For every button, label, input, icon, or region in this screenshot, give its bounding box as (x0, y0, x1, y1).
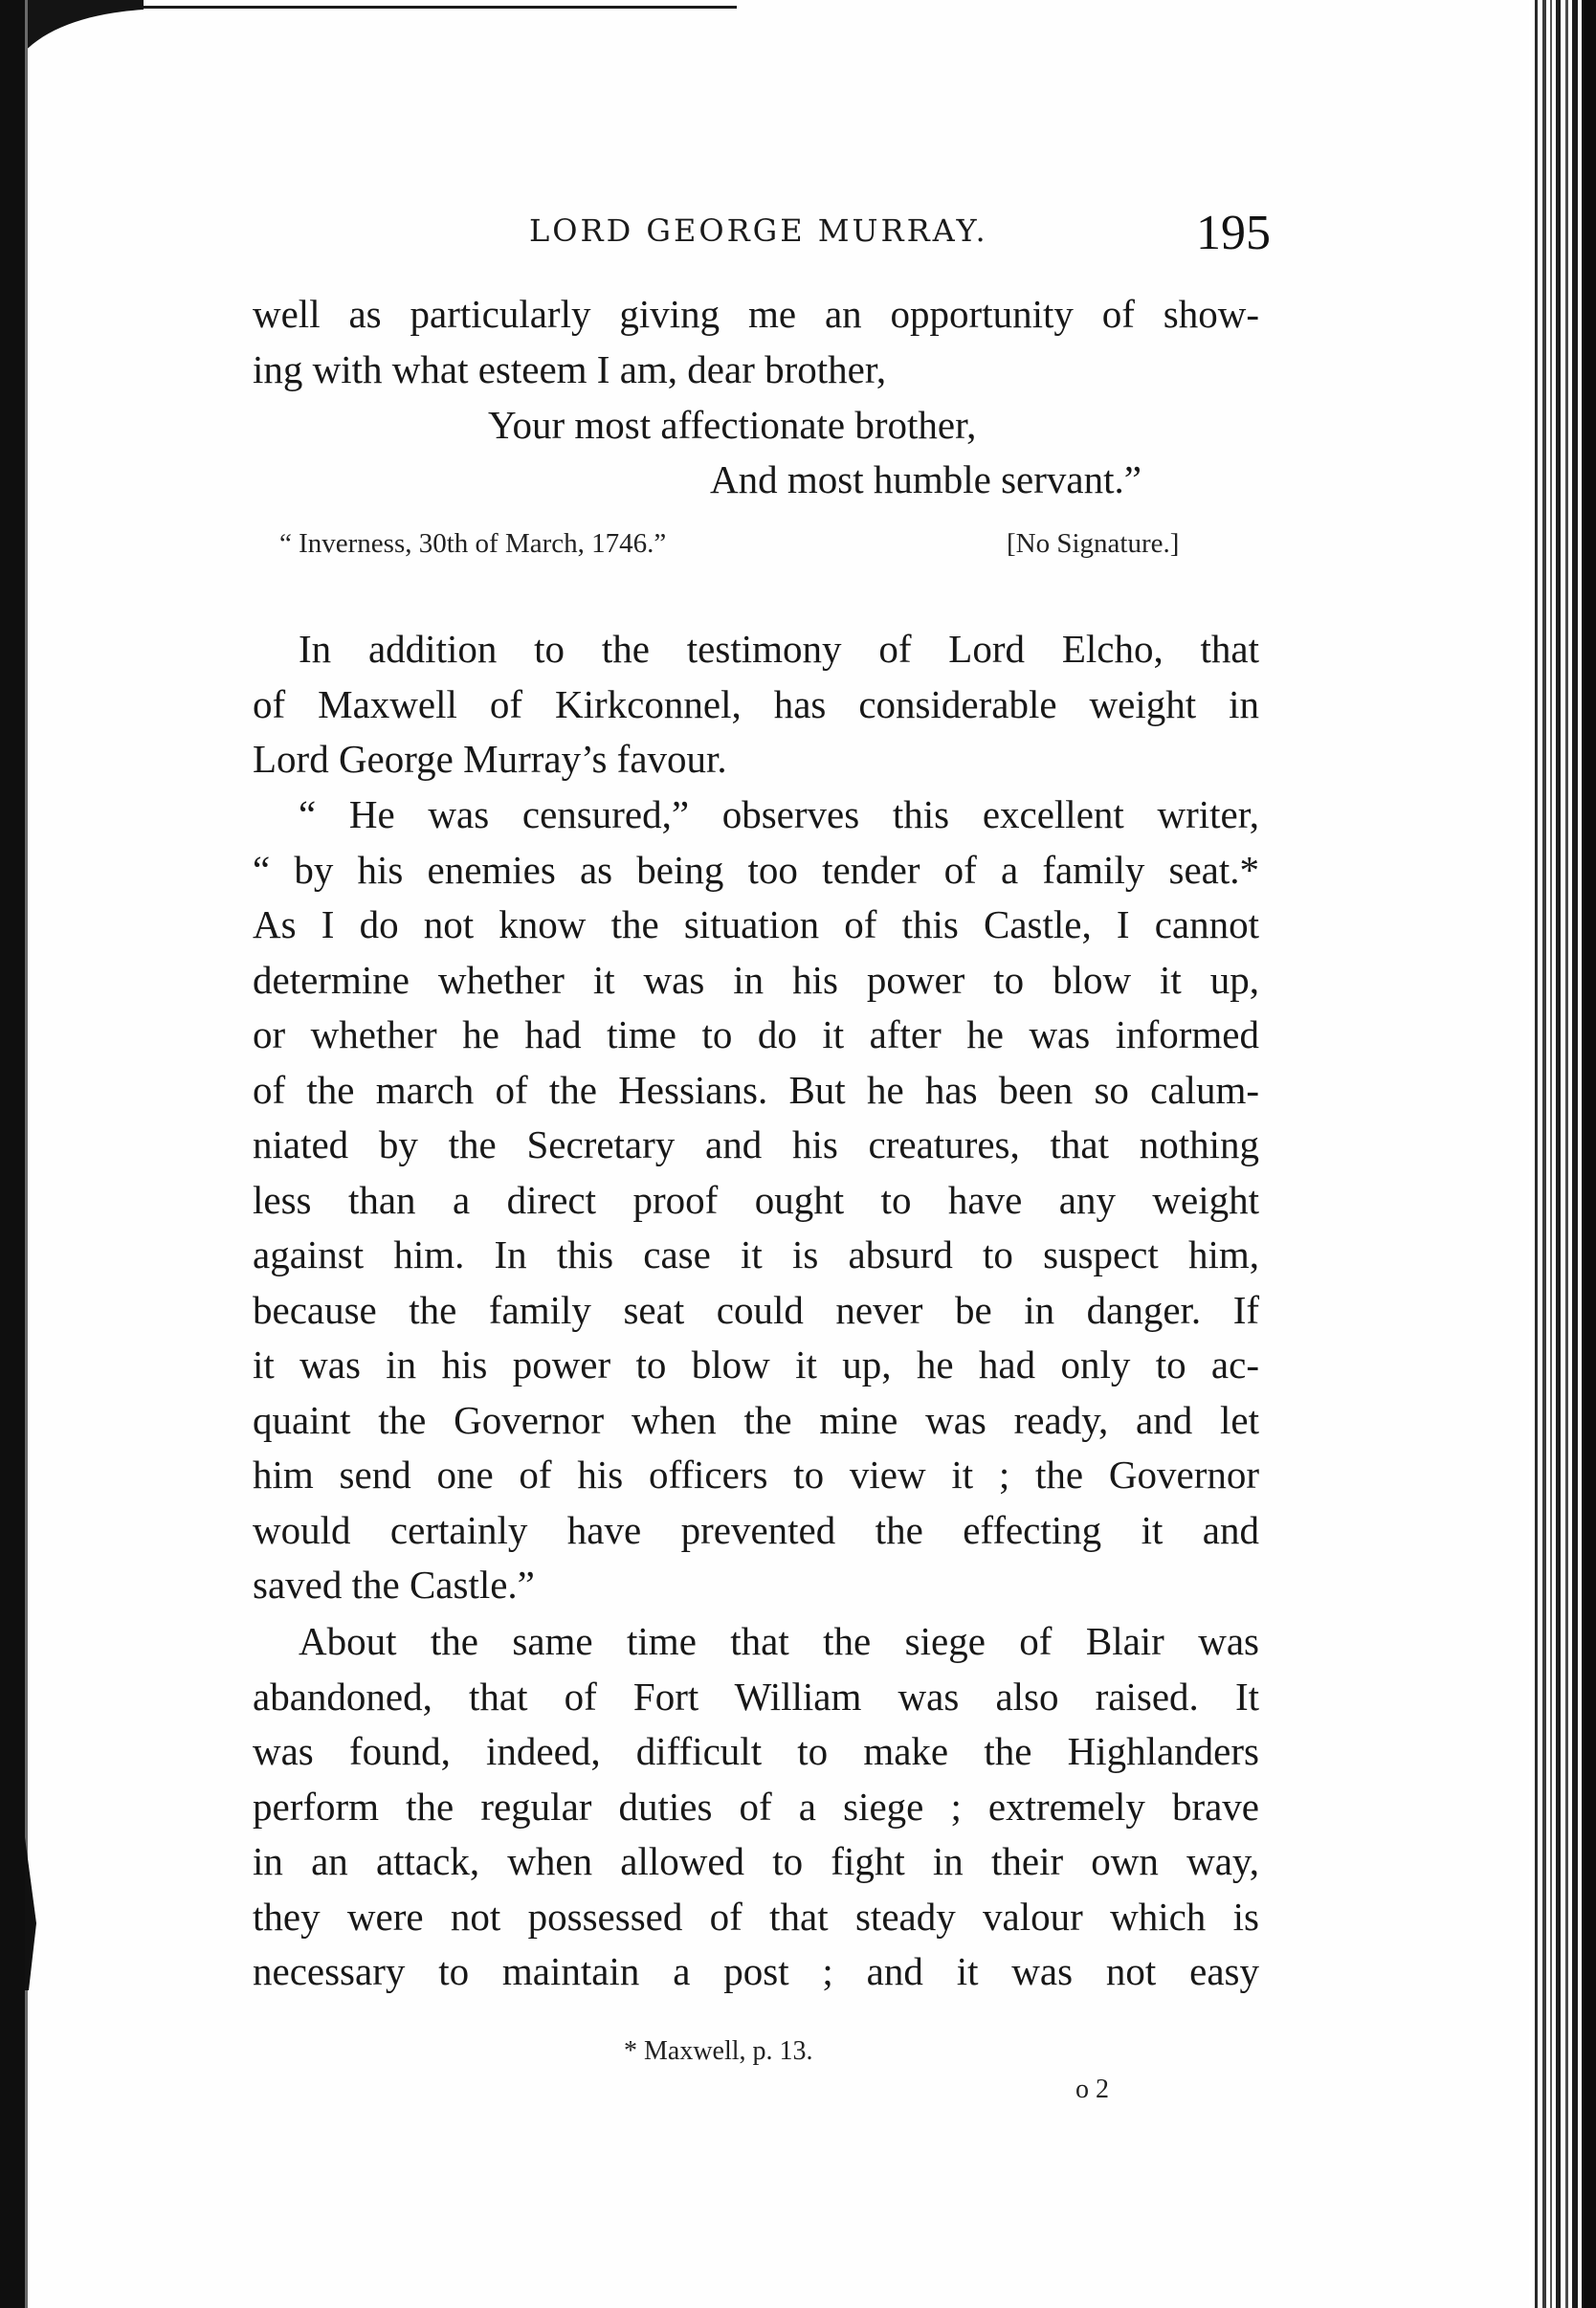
left-binding-edge (0, 0, 38, 2308)
text-line: ing with what esteem I am, dear brother, (253, 346, 887, 391)
text-line: niated by the Secretary and his creatures, that nothing (253, 1122, 1259, 1166)
text-line: Lord George Murray’s favour. (253, 737, 727, 781)
text-line: perform the regular duties of a siege ; extremely brave (253, 1784, 1259, 1829)
text-line: About the same time that the siege of Blair was (299, 1619, 1259, 1663)
footnote: * Maxwell, p. 13. (624, 2036, 813, 2066)
paragraph (253, 788, 1259, 1613)
letter-closing-line: And most humble servant.” (710, 457, 1142, 501)
text-line: would certainly have prevented the effecting it and (253, 1507, 1259, 1552)
text-line: In addition to the testimony of Lord Elcho, that (299, 627, 1259, 671)
text-line: of Maxwell of Kirkconnel, has considerable weight in (253, 681, 1259, 726)
text-line: quaint the Governor when the mine was ready, and let (253, 1397, 1259, 1442)
page-number: 195 (1196, 206, 1271, 260)
text-line: or whether he had time to do it after he was informed (253, 1012, 1259, 1056)
text-line: well as particularly giving me an opportunity of show- (253, 292, 1259, 336)
text-line: was found, indeed, difficult to make the Highlanders (253, 1729, 1259, 1773)
text-line: determine whether it was in his power to blow it up, (253, 957, 1259, 1002)
text-line: abandoned, that of Fort William was also raised. It (253, 1674, 1259, 1719)
paragraph (253, 622, 1259, 788)
text-line: of the march of the Hessians. But he has been so calum- (253, 1067, 1259, 1112)
printer-signature-mark: o 2 (1075, 2075, 1109, 2104)
letter-closing-line: Your most affectionate brother, (488, 403, 977, 447)
text-line: saved the Castle.” (253, 1563, 535, 1607)
text-line: against him. In this case it is absurd to suspect him, (253, 1232, 1259, 1276)
paragraph (253, 1614, 1259, 2000)
text-line: him send one of his officers to view it ; the Governor (253, 1453, 1259, 1497)
text-line: “ by his enemies as being too tender of a family seat.* (253, 847, 1259, 892)
letter-body (253, 287, 1259, 397)
text-line: As I do not know the situation of this Castle, I cannot (253, 902, 1259, 946)
right-page-edge (1529, 0, 1596, 2308)
text-line: “ He was censured,” observes this excellent writer, (299, 792, 1259, 836)
text-line: necessary to maintain a post ; and it was not easy (253, 1949, 1259, 1993)
running-head-title: LORD GEORGE MURRAY. (529, 212, 988, 249)
letter-dateline (279, 528, 1236, 560)
dateline-place-date: “ Inverness, 30th of March, 1746.” (279, 528, 667, 559)
text-line: they were not possessed of that steady valour which is (253, 1894, 1259, 1939)
text-line: because the family seat could never be in danger. If (253, 1287, 1259, 1332)
text-line: less than a direct proof ought to have any weight (253, 1177, 1259, 1222)
text-line: it was in his power to blow it up, he had only to ac- (253, 1343, 1259, 1387)
text-line: in an attack, when allowed to fight in their own way, (253, 1839, 1259, 1883)
signature-note: [No Signature.] (1007, 528, 1180, 559)
